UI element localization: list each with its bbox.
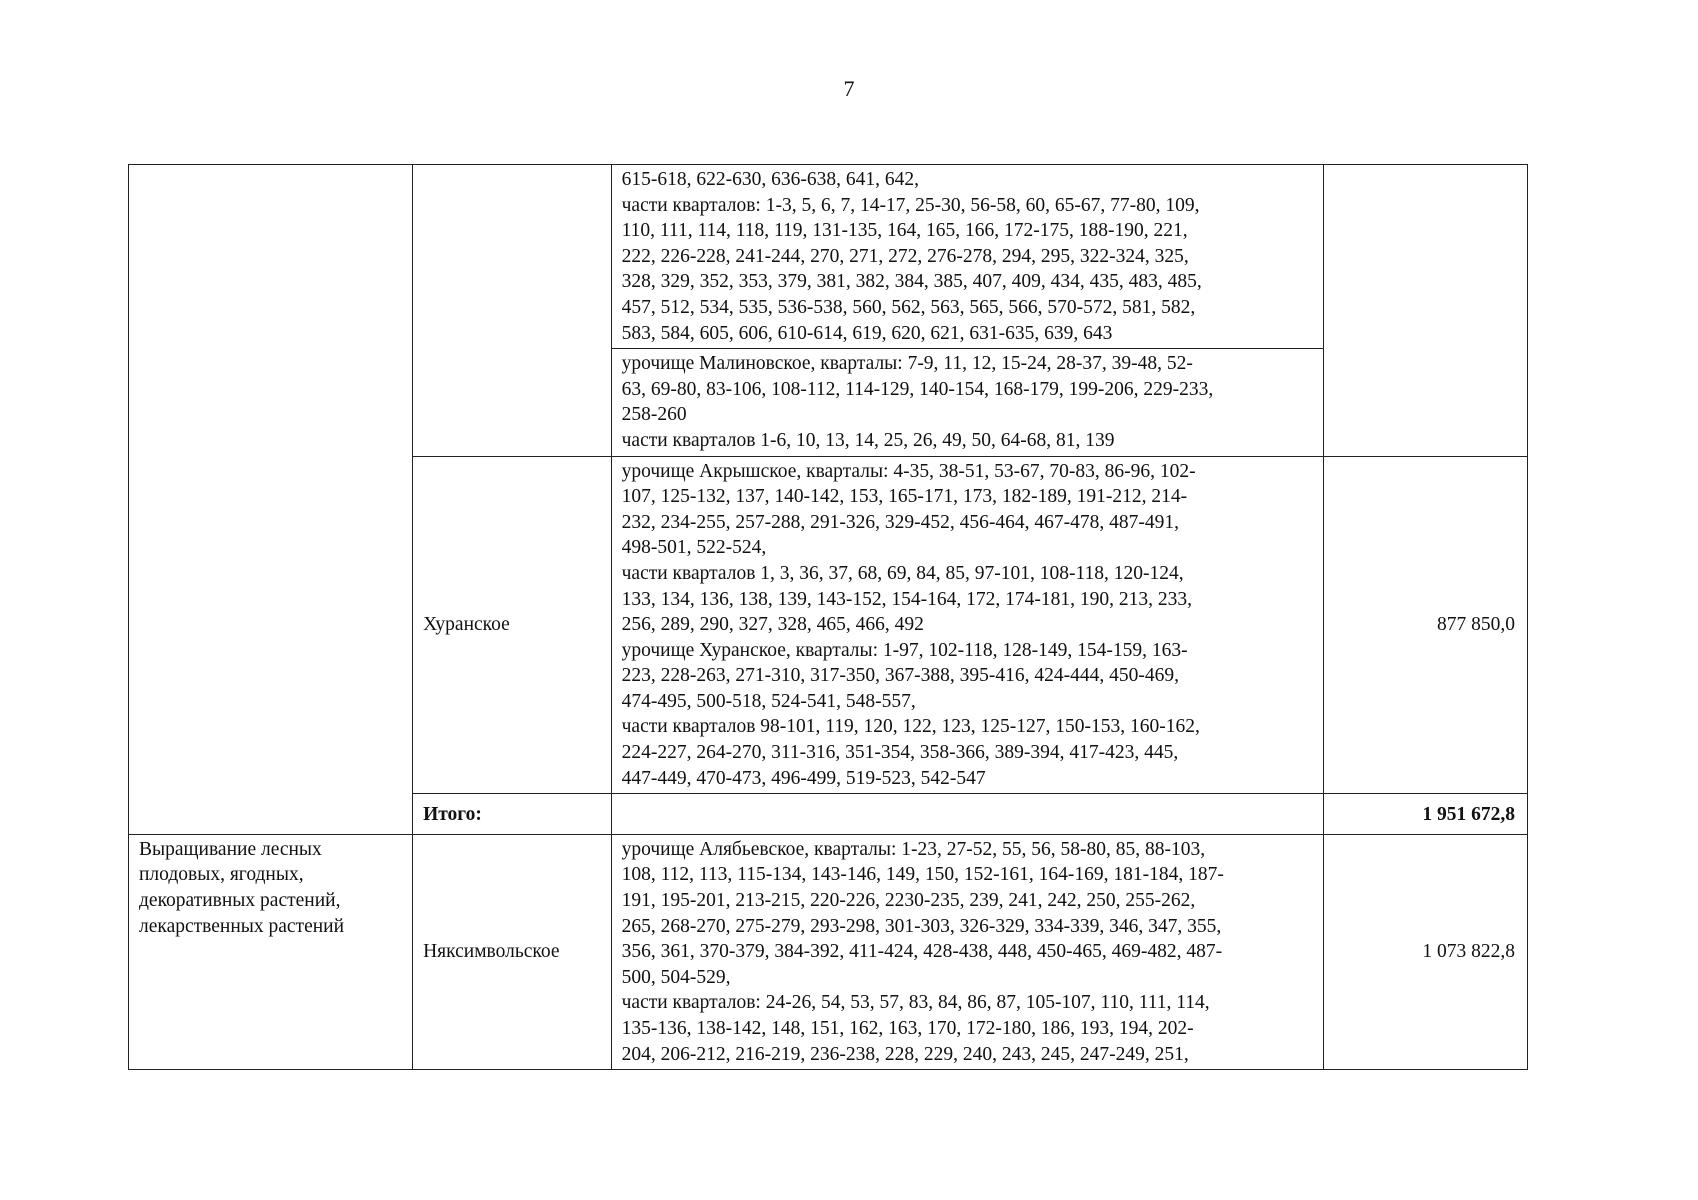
text-line: 447-449, 470-473, 496-499, 519-523, 542-547 (621, 767, 986, 789)
table-row (129, 165, 1528, 349)
forest-quarters-table (128, 164, 1528, 1070)
text-line: декоративных растений, (139, 890, 341, 912)
text-line: лекарственных растений (139, 915, 345, 937)
activity-cell-empty (129, 165, 413, 835)
text-line: 356, 361, 370-379, 384-392, 411-424, 428-438, 448, 450-465, 469-482, 487- (621, 941, 1223, 963)
quarters-block (622, 351, 1316, 453)
quarters-block (622, 167, 1316, 346)
text-line: урочище Малиновское, кварталы: 7-9, 11, 12, 15-24, 28-37, 39-48, 52- (621, 353, 1193, 375)
quarters-cell (611, 349, 1324, 456)
text-line: 232, 234-255, 257-288, 291-326, 329-452, 456-464, 467-478, 487-491, (621, 511, 1179, 533)
activity-text (139, 837, 404, 939)
quarters-cell (611, 834, 1324, 1069)
text-line: урочище Акрышское, кварталы: 4-35, 38-51, 53-67, 70-83, 86-96, 102- (621, 460, 1196, 482)
text-line: части кварталов 1, 3, 36, 37, 68, 69, 84, 85, 97-101, 108-118, 120-124, (621, 562, 1184, 584)
text-line: 223, 228-263, 271-310, 317-350, 367-388, 395-416, 424-444, 450-469, (621, 665, 1179, 687)
area-value: 1 073 822,8 (1324, 834, 1528, 1069)
area-cell-continued (1324, 165, 1528, 457)
activity-cell (129, 834, 413, 1069)
area-value: 877 850,0 (1324, 456, 1528, 794)
text-line: плодовых, ягодных, (139, 864, 304, 886)
total-value: 1 951 672,8 (1324, 794, 1528, 835)
quarters-block (622, 459, 1316, 792)
table-row (129, 834, 1528, 1069)
forestry-name: Няксимвольское (413, 834, 612, 1069)
text-line: части кварталов: 24-26, 54, 53, 57, 83, 84, 86, 87, 105-107, 110, 111, 114, (621, 992, 1210, 1014)
text-line: урочище Алябьевское, кварталы: 1-23, 27-52, 55, 56, 58-80, 85, 88-103, (621, 838, 1206, 860)
text-line: части кварталов 98-101, 119, 120, 122, 123, 125-127, 150-153, 160-162, (621, 716, 1200, 738)
text-line: Выращивание лесных (139, 838, 322, 860)
text-line: 222, 226-228, 241-244, 270, 271, 272, 276-278, 294, 295, 322-324, 325, (621, 245, 1189, 267)
text-line: урочище Хуранское, кварталы: 1-97, 102-118, 128-149, 154-159, 163- (621, 639, 1188, 661)
quarters-cell (611, 165, 1324, 349)
text-line: 191, 195-201, 213-215, 220-226, 2230-235, 239, 241, 242, 250, 255-262, (621, 890, 1196, 912)
text-line: 107, 125-132, 137, 140-142, 153, 165-171, 173, 182-189, 191-212, 214- (621, 486, 1188, 508)
text-line: 457, 512, 534, 535, 536-538, 560, 562, 563, 565, 566, 570-572, 581, 582, (621, 296, 1196, 318)
text-line: 258-260 (621, 404, 687, 426)
text-line: 135-136, 138-142, 148, 151, 162, 163, 170, 172-180, 186, 193, 194, 202- (621, 1018, 1194, 1039)
text-line: 256, 289, 290, 327, 328, 465, 466, 492 (621, 614, 924, 636)
quarters-cell (611, 456, 1324, 794)
text-line: 204, 206-212, 216-219, 236-238, 228, 229, 240, 243, 245, 247-249, 251, (621, 1043, 1189, 1065)
text-line: 583, 584, 605, 606, 610-614, 619, 620, 621, 631-635, 639, 643 (621, 322, 1113, 344)
forestry-name: Хуранское (413, 456, 612, 794)
total-label: Итого: (413, 794, 612, 835)
quarters-block (622, 837, 1316, 1067)
text-line: 108, 112, 113, 115-134, 143-146, 149, 150, 152-161, 164-169, 181-184, 187- (621, 864, 1224, 886)
text-line: 265, 268-270, 275-279, 293-298, 301-303, 326-329, 334-339, 346, 347, 355, (621, 915, 1222, 937)
text-line: 133, 134, 136, 138, 139, 143-152, 154-164, 172, 174-181, 190, 213, 233, (621, 588, 1192, 610)
forestry-cell-continued (413, 165, 612, 457)
text-line: части кварталов: 1-3, 5, 6, 7, 14-17, 25-30, 56-58, 60, 65-67, 77-80, 109, (621, 194, 1200, 216)
page-number: 7 (843, 76, 855, 101)
text-line: 110, 111, 114, 118, 119, 131-135, 164, 165, 166, 172-175, 188-190, 221, (621, 220, 1188, 242)
text-line: 328, 329, 352, 353, 379, 381, 382, 384, 385, 407, 409, 434, 435, 483, 485, (621, 271, 1202, 293)
text-line: 615-618, 622-630, 636-638, 641, 642, (621, 169, 919, 190)
text-line: 474-495, 500-518, 524-541, 548-557, (621, 690, 916, 712)
text-line: 498-501, 522-524, (621, 537, 767, 559)
text-line: 224-227, 264-270, 311-316, 351-354, 358-366, 389-394, 417-423, 445, (621, 742, 1179, 764)
total-empty-cell (611, 794, 1324, 835)
text-line: 500, 504-529, (621, 966, 731, 988)
text-line: части кварталов 1-6, 10, 13, 14, 25, 26, 49, 50, 64-68, 81, 139 (621, 429, 1115, 451)
text-line: 63, 69-80, 83-106, 108-112, 114-129, 140-154, 168-179, 199-206, 229-233, (621, 378, 1214, 400)
